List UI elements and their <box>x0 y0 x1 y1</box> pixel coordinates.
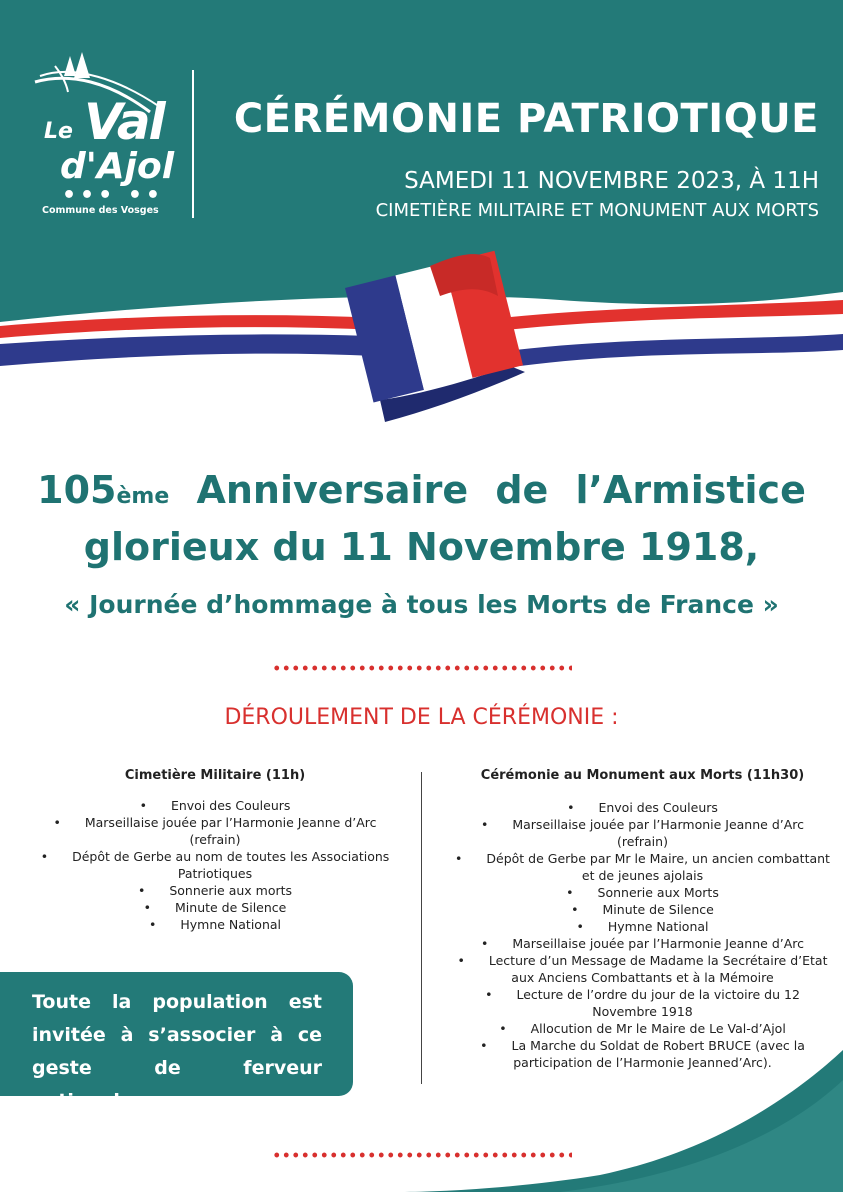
left-program-item: • Hymne National <box>30 916 400 933</box>
logo-le: Le <box>44 119 73 144</box>
logo-wordmark <box>40 93 180 208</box>
right-program-item: • Hymne National <box>455 918 830 935</box>
left-program-item: • Minute de Silence <box>30 899 400 916</box>
flag-top-fold-red <box>430 254 498 296</box>
left-program-item: • Dépôt de Gerbe au nom de toutes les Associations Patriotiques <box>30 848 400 882</box>
left-program-item: • Marseillaise jouée par l’Harmonie Jeanne d’Arc (refrain) <box>30 814 400 848</box>
right-program-item: • Minute de Silence <box>455 901 830 918</box>
right-program-item: • Lecture de l’ordre du jour de la victoire du 12 Novembre 1918 <box>455 986 830 1020</box>
dotted-divider-bottom <box>272 1151 572 1159</box>
anniversary-suffix: ème <box>116 484 170 509</box>
bottom-wave <box>0 1000 843 1192</box>
right-program-item: • Lecture d’un Message de Madame la Secrétaire d’Etat aux Anciens Combattants et à la Mémoire <box>455 952 830 986</box>
anniversary-line-2: glorieux du 11 Novembre 1918, <box>83 525 760 569</box>
right-program-item: • Marseillaise jouée par l’Harmonie Jeanne d’Arc (refrain) <box>455 816 830 850</box>
left-program-item: • Envoi des Couleurs <box>30 797 400 814</box>
logo-val: Val <box>84 93 164 151</box>
hommage-subtitle: « Journée d’hommage à tous les Morts de France » <box>64 590 779 619</box>
right-column-title: Cérémonie au Monument aux Morts (11h30) <box>480 768 805 783</box>
logo-divider <box>192 70 194 218</box>
ceremony-title: CÉRÉMONIE PATRIOTIQUE <box>233 96 819 142</box>
anniversary-heading <box>0 465 843 572</box>
right-program-item: • Marseillaise jouée par l’Harmonie Jeanne d’Arc <box>455 935 830 952</box>
anniversary-line-1 <box>0 465 843 522</box>
commune-logo <box>30 52 180 222</box>
right-program-item: • Dépôt de Gerbe par Mr le Maire, un ancien combattant et de jeunes ajolais <box>455 850 830 884</box>
left-column-title: Cimetière Militaire (11h) <box>124 768 306 783</box>
ceremony-date: SAMEDI 11 NOVEMBRE 2023, À 11H <box>404 168 819 194</box>
right-program-item: • Envoi des Couleurs <box>455 799 830 816</box>
section-title: DÉROULEMENT DE LA CÉRÉMONIE : <box>224 705 619 730</box>
logo-dajol: d'Ajol <box>60 146 175 187</box>
anniversary-number: 105 <box>37 468 117 512</box>
anniversary-line-1-rest: Anniversaire de l’Armistice <box>169 468 806 512</box>
invite-text: Toute la population est invitée à s’associer à ce geste de ferveur nationale. <box>32 991 322 1112</box>
dotted-divider-top <box>272 664 572 672</box>
left-program-item: • Sonnerie aux morts <box>30 882 400 899</box>
ceremony-place: CIMETIÈRE MILITAIRE ET MONUMENT AUX MORTS <box>375 200 819 221</box>
right-program-item: • La Marche du Soldat de Robert BRUCE (avec la participation de l’Harmonie Jeanned’Arc). <box>455 1037 830 1071</box>
right-program-item: • Sonnerie aux Morts <box>455 884 830 901</box>
logo-dots: ••• •• <box>62 183 164 208</box>
left-program-list <box>30 797 400 933</box>
right-program-item: • Allocution de Mr le Maire de Le Val-d’Ajol <box>455 1020 830 1037</box>
logo-commune-label: Commune des Vosges <box>42 205 159 216</box>
